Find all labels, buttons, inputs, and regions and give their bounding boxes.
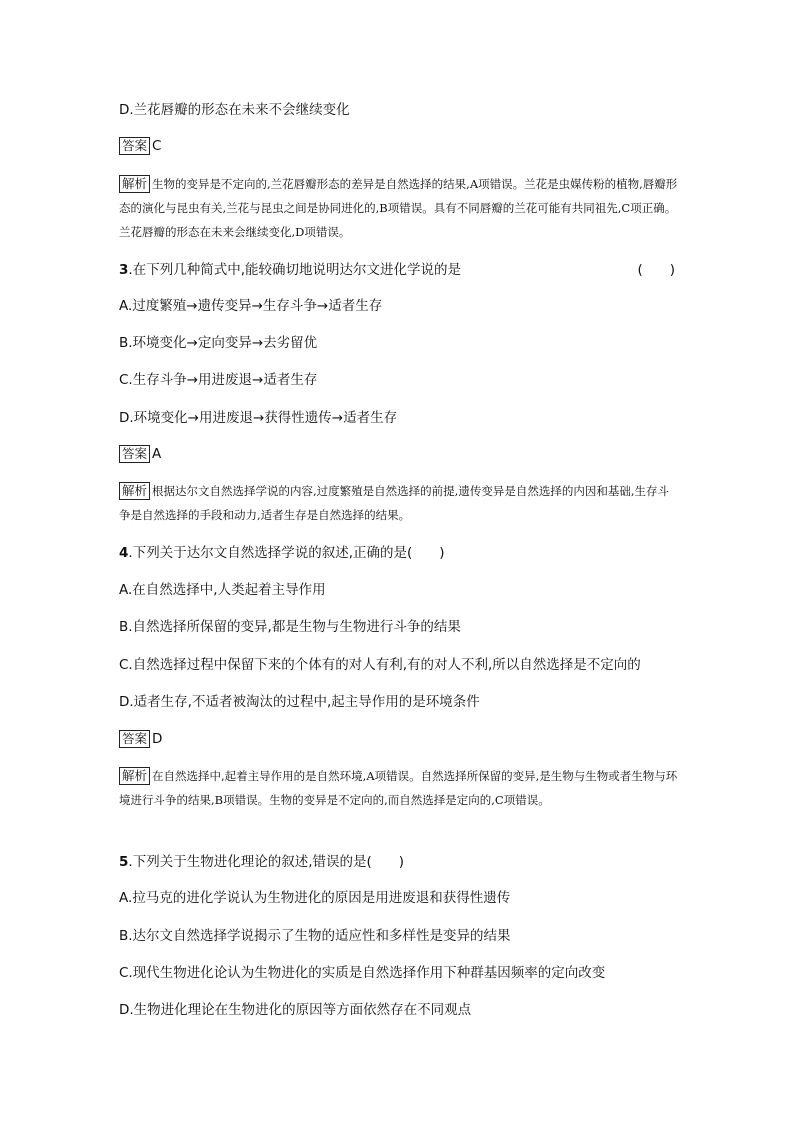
q3-analysis (119, 479, 679, 527)
q3-answer (119, 445, 161, 463)
q3-option-c: C.生存斗争→用进废退→适者生存 (119, 372, 318, 388)
analysis-tag: 解析 (119, 482, 150, 500)
analysis-text: 在自然选择中,起着主导作用的是自然环境,A项错误。自然选择所保留的变异,是生物与生物或者生物与环境进行斗争的结果,B项错误。生物的变异是不定向的,而自然选择是定向的,C项错误。 (119, 769, 678, 807)
q4-option-c: C.自然选择过程中保留下来的个体有的对人有利,有的对人不利,所以自然选择是不定向的 (119, 657, 641, 673)
q5-option-b: B.达尔文自然选择学说揭示了生物的适应性和多样性是变异的结果 (119, 928, 511, 944)
q5-option-c: C.现代生物进化论认为生物进化的实质是自然选择作用下种群基因频率的定向改变 (119, 965, 606, 981)
question-text: .在下列几种简式中,能较确切地说明达尔文进化学说的是 (128, 262, 461, 278)
question-text: .下列关于生物进化理论的叙述,错误的是( ) (128, 854, 405, 870)
answer-tag: 答案 (119, 445, 150, 463)
q5-option-d: D.生物进化理论在生物进化的原因等方面依然存在不同观点 (119, 1002, 472, 1018)
analysis-tag: 解析 (119, 175, 150, 193)
q3-stem (119, 261, 675, 279)
q4-option-d: D.适者生存,不适者被淘汰的过程中,起主导作用的是环境条件 (119, 694, 480, 710)
q4-analysis (119, 764, 679, 812)
answer-value: A (152, 446, 162, 462)
q5-stem (119, 853, 404, 871)
question-number: 4 (119, 545, 129, 561)
answer-tag: 答案 (119, 730, 150, 748)
q2-answer (119, 137, 161, 155)
analysis-text: 根据达尔文自然选择学说的内容,过度繁殖是自然选择的前提,遗传变异是自然选择的内因和基础,生存斗争是自然选择的手段和动力,适者生存是自然选择的结果。 (119, 484, 669, 522)
q3-option-a: A.过度繁殖→遗传变异→生存斗争→适者生存 (119, 298, 383, 314)
analysis-tag: 解析 (119, 767, 150, 785)
q5-option-a: A.拉马克的进化学说认为生物进化的原因是用进废退和获得性遗传 (119, 890, 511, 906)
q4-stem (119, 544, 445, 562)
q4-answer (119, 730, 162, 748)
answer-blank: ( ) (637, 262, 675, 278)
q2-analysis (119, 172, 679, 244)
question-text: .下列关于达尔文自然选择学说的叙述,正确的是( ) (128, 545, 445, 561)
answer-value: D (152, 731, 163, 747)
answer-value: C (152, 138, 162, 154)
q3-option-b: B.环境变化→定向变异→去劣留优 (119, 335, 318, 351)
question-number: 5 (119, 854, 129, 870)
q3-option-d: D.环境变化→用进废退→获得性遗传→适者生存 (119, 410, 398, 426)
q4-option-a: A.在自然选择中,人类起着主导作用 (119, 582, 326, 598)
q2-option-d: D.兰花唇瓣的形态在未来不会继续变化 (119, 102, 350, 118)
answer-tag: 答案 (119, 137, 150, 155)
analysis-text: 生物的变异是不定向的,兰花唇瓣形态的差异是自然选择的结果,A项错误。兰花是虫媒传粉的植物,唇瓣形态的演化与昆虫有关,兰花与昆虫之间是协同进化的,B项错误。具有不同唇瓣的兰花可能有共同祖先,C项正确。兰花唇瓣的形态在未来会继续变化,D项错误。 (119, 177, 678, 239)
question-number: 3 (119, 262, 129, 278)
q4-option-b: B.自然选择所保留的变异,都是生物与生物进行斗争的结果 (119, 619, 461, 635)
